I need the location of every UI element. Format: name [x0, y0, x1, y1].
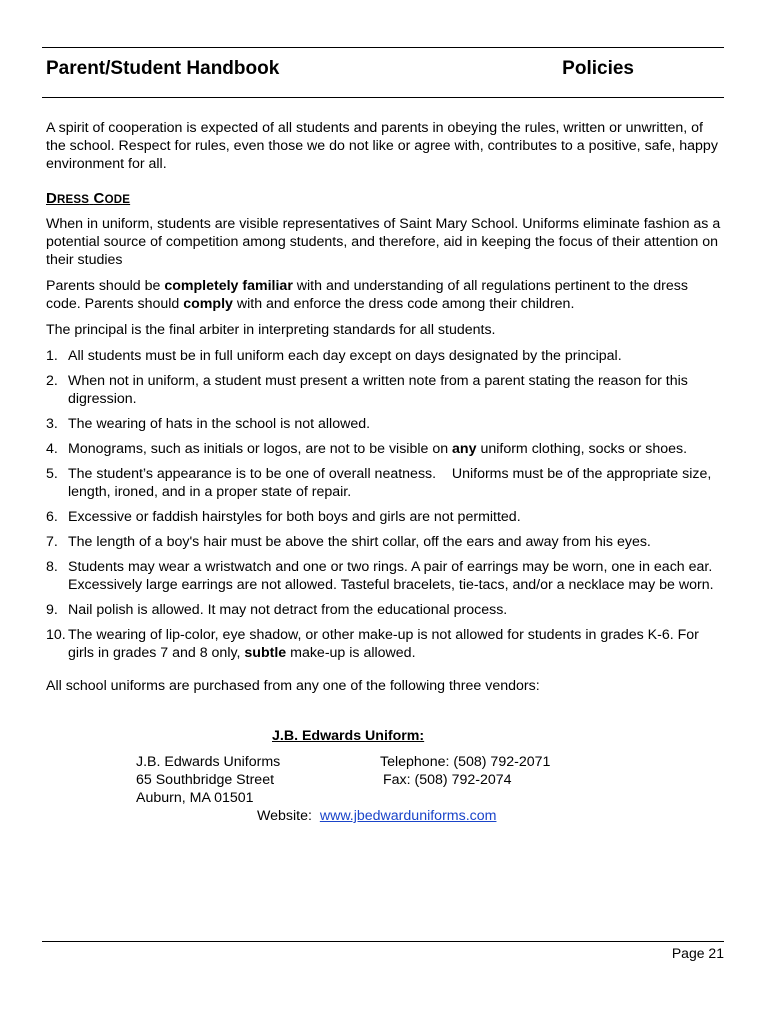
list-item: 6. Excessive or faddish hairstyles for both boys and girls are not permitted. [46, 509, 521, 525]
dress-code-paragraph-1: When in uniform, students are visible representatives of Saint Mary School. Uniforms eliminate fashion as a potential source of competition among students, and therefore, aid in keeping the focus of their attention on their studies [46, 216, 721, 268]
list-item: 1. All students must be in full uniform each day except on days designated by the principal. [46, 348, 622, 364]
dress-code-paragraph-3: The principal is the final arbiter in interpreting standards for all students. [46, 322, 496, 338]
page-number: Page 21 [671, 945, 724, 961]
top-rule [42, 47, 724, 48]
list-item: 10. The wearing of lip-color, eye shadow, or other make-up is not allowed for students in grades K-6. For girls in grades 7 and 8 only, subtle make-up is allowed. [46, 627, 699, 661]
vendor-website-link[interactable]: www.jbedwarduniforms.com [319, 808, 497, 824]
page-header [46, 58, 634, 80]
vendor-telephone: Telephone: (508) 792-2071 [380, 754, 551, 770]
header-rule [42, 97, 724, 98]
vendor-name: J.B. Edwards Uniforms [136, 754, 281, 770]
footer-rule [42, 941, 724, 942]
dress-code-heading: DRESS CODE [46, 190, 131, 207]
list-item: 4. Monograms, such as initials or logos, are not to be visible on any uniform clothing, socks or shoes. [46, 441, 688, 457]
list-item: 2. When not in uniform, a student must present a written note from a parent stating the reason for this digression. [46, 373, 688, 407]
vendor-website-line [257, 807, 496, 825]
list-item: 8. Students may wear a wristwatch and one or two rings. A pair of earrings may be worn, one in each ear. Excessively large earrings are not allowed. Tasteful bracelets, tie-tacs, and/or a necklace may be worn. [46, 559, 714, 593]
list-item: 9. Nail polish is allowed. It may not detract from the educational process. [46, 602, 508, 618]
dress-code-rules [46, 347, 726, 662]
vendor-street: 65 Southbridge Street [136, 772, 275, 788]
vendor-city: Auburn, MA 01501 [136, 790, 254, 806]
vendors-intro: All school uniforms are purchased from any one of the following three vendors: [46, 678, 540, 694]
vendor-block [46, 727, 726, 837]
list-item: 5. The student’s appearance is to be one of overall neatness. Uniforms must be of the appropriate size, length, ironed, and in a proper state of repair. [46, 466, 716, 500]
page-content [46, 119, 726, 837]
dress-code-paragraph-2: Parents should be completely familiar with and understanding of all regulations pertinent to the dress code. Parents should comply with and enforce the dress code among their children. [46, 278, 688, 312]
handbook-title: Parent/Student Handbook [46, 58, 280, 79]
section-title: Policies [562, 58, 634, 79]
website-label: Website: [257, 808, 320, 824]
vendor-address [136, 753, 280, 807]
list-item: 3. The wearing of hats in the school is not allowed. [46, 416, 371, 432]
intro-paragraph: A spirit of cooperation is expected of all students and parents in obeying the rules, written or unwritten, of the school. Respect for rules, even those we do not like or agree with, contributes to a positive, safe, happy environment for all. [46, 120, 718, 172]
vendor-title: J.B. Edwards Uniform: [272, 728, 425, 744]
vendor-contact [380, 753, 550, 789]
list-item: 7. The length of a boy's hair must be above the shirt collar, off the ears and away from his eyes. [46, 534, 651, 550]
vendor-fax: Fax: (508) 792-2074 [383, 772, 512, 788]
